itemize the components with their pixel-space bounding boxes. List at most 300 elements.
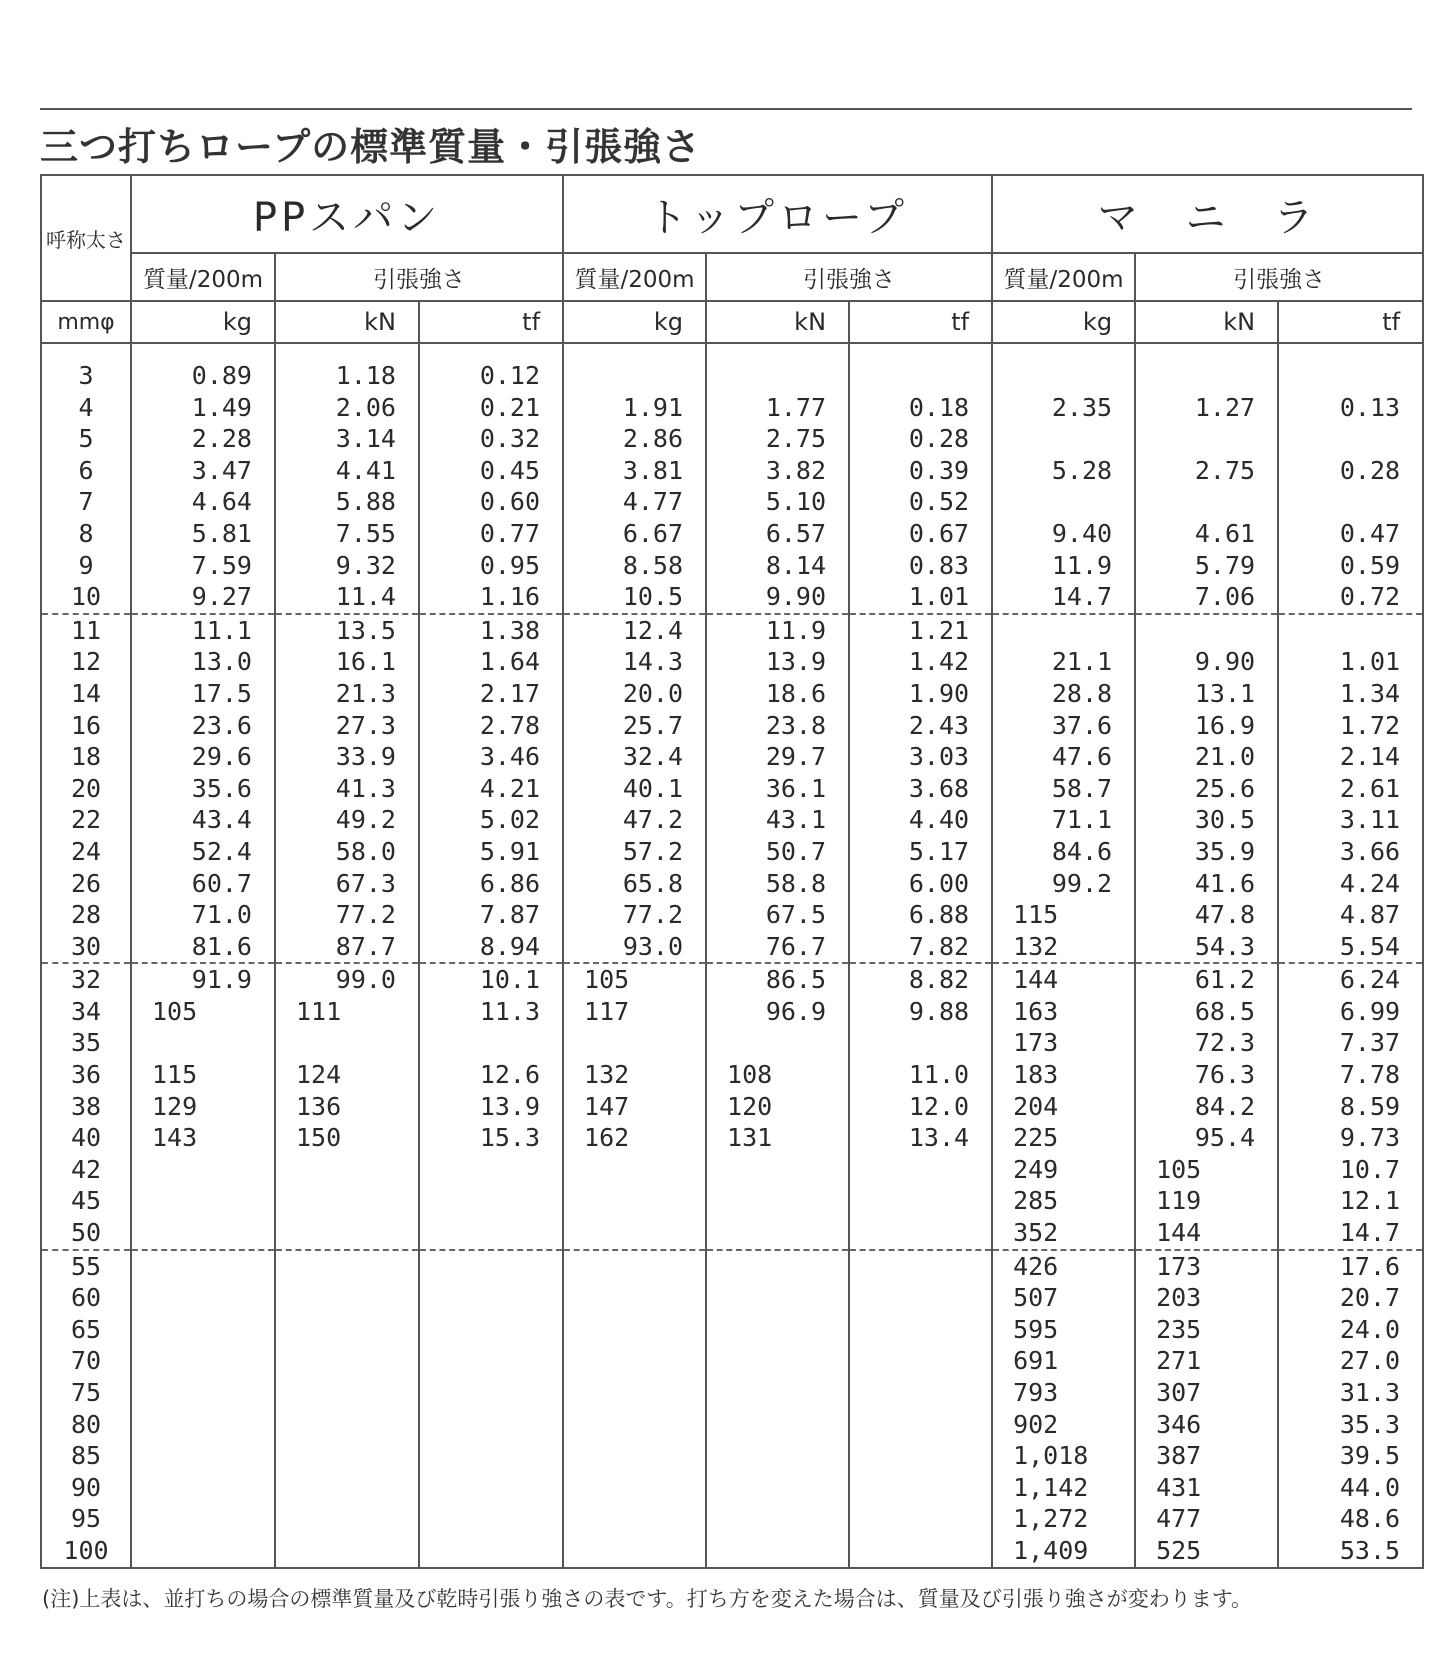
- column-nominal-diameter: [41, 343, 131, 1568]
- table-cell: [850, 1027, 991, 1059]
- table-cell: 75: [70, 1378, 102, 1407]
- table-cell: 4.21: [479, 773, 541, 803]
- table-cell: 7.87: [479, 900, 541, 930]
- table-cell: 7.55: [335, 518, 396, 548]
- table-cell: 10.5: [564, 581, 705, 615]
- table-cell: [707, 1377, 848, 1409]
- table-cell: [850, 1185, 991, 1217]
- table-cell: [132, 1282, 274, 1314]
- table-cell: 35: [70, 1028, 102, 1058]
- table-cell: 6: [78, 455, 94, 485]
- table-cell: [707, 1185, 848, 1217]
- table-cell: 2.61: [1339, 773, 1401, 803]
- table-cell: [707, 360, 848, 392]
- table-cell: 203: [1156, 1283, 1202, 1313]
- table-cell: 95.4: [1194, 1123, 1256, 1153]
- table-cell: [420, 1345, 562, 1377]
- table-cell: 6.88: [908, 900, 970, 930]
- table-cell: 0.72: [1279, 581, 1422, 615]
- table-cell: 11.3: [479, 996, 541, 1026]
- table-cell: 1.42: [908, 647, 970, 677]
- table-cell: [276, 1154, 418, 1186]
- table-cell: 84.6: [1051, 836, 1113, 866]
- table-cell: 5.10: [765, 487, 827, 517]
- table-cell: [993, 615, 1134, 647]
- table-cell: 29.6: [191, 742, 252, 772]
- table-cell: 3.66: [1339, 836, 1401, 866]
- table-cell: 14.7: [993, 581, 1134, 615]
- table-cell: 42: [70, 1154, 102, 1184]
- table-cell: 20.0: [622, 678, 684, 708]
- table-cell: 72.3: [1194, 1028, 1256, 1058]
- table-cell: [707, 1409, 848, 1441]
- table-cell: [420, 1282, 562, 1314]
- table-cell: 131: [727, 1123, 773, 1153]
- table-cell: 0.47: [1339, 518, 1401, 548]
- table-cell: 2.75: [1194, 455, 1256, 485]
- table-cell: 115: [152, 1060, 198, 1090]
- table-cell: 2.43: [908, 710, 970, 740]
- table-cell: 33.9: [335, 742, 396, 772]
- table-cell: 183: [1013, 1060, 1059, 1090]
- table-cell: [850, 1314, 991, 1346]
- table-cell: [707, 1282, 848, 1314]
- table-cell: 16.1: [335, 647, 396, 677]
- table-cell: 28: [70, 900, 102, 930]
- header-mass: 質量/200m: [992, 253, 1135, 301]
- table-cell: 105: [152, 996, 198, 1026]
- table-cell: 4.24: [1339, 868, 1401, 898]
- table-cell: 99.0: [335, 965, 396, 995]
- table-cell: [132, 1185, 274, 1217]
- table-cell: [707, 1154, 848, 1186]
- header-nominal: 呼称太さ: [41, 175, 131, 301]
- table-cell: 13.1: [1194, 678, 1256, 708]
- table-cell: [132, 1535, 274, 1567]
- table-cell: 21.3: [335, 678, 396, 708]
- table-cell: [420, 1185, 562, 1217]
- table-cell: 525: [1156, 1535, 1202, 1565]
- table-cell: 0.13: [1339, 392, 1401, 422]
- table-cell: 65: [70, 1314, 102, 1344]
- table-cell: 45: [70, 1186, 102, 1216]
- table-cell: 162: [584, 1123, 630, 1153]
- table-cell: 4.41: [335, 455, 396, 485]
- table-cell: [132, 1503, 274, 1535]
- header-unit-kn: kN: [275, 301, 419, 343]
- table-cell: 235: [1156, 1314, 1202, 1344]
- table-cell: [850, 1217, 991, 1251]
- table-cell: [132, 1027, 274, 1059]
- table-cell: 17.5: [191, 678, 252, 708]
- table-cell: 99.2: [1051, 868, 1113, 898]
- column-manila-tf: [1278, 343, 1423, 1568]
- column-pp-span-kn: [275, 343, 419, 1568]
- table-cell: [564, 1314, 705, 1346]
- table-cell: [707, 1251, 848, 1283]
- table-cell: [420, 1154, 562, 1186]
- table-cell: 26: [70, 868, 102, 898]
- table-cell: 4.61: [1194, 518, 1256, 548]
- table-cell: [707, 1027, 848, 1059]
- table-cell: 3.11: [1339, 805, 1401, 835]
- top-rule: [40, 108, 1412, 110]
- table-cell: 27.0: [1339, 1346, 1401, 1376]
- table-cell: 111: [296, 996, 342, 1026]
- table-cell: 6.67: [622, 518, 684, 548]
- table-cell: 117: [584, 996, 630, 1026]
- table-cell: 76.3: [1194, 1060, 1256, 1090]
- table-cell: 7.78: [1339, 1060, 1401, 1090]
- table-cell: 477: [1156, 1504, 1202, 1534]
- table-cell: 0.89: [191, 361, 252, 390]
- table-cell: 1,272: [1013, 1504, 1089, 1534]
- table-cell: 34: [70, 996, 102, 1026]
- table-cell: [420, 1377, 562, 1409]
- table-cell: 136: [296, 1091, 342, 1121]
- table-cell: 1.21: [908, 615, 970, 645]
- table-cell: [564, 1440, 705, 1472]
- table-cell: 7.82: [850, 931, 991, 965]
- table-cell: [132, 1154, 274, 1186]
- table-cell: 9.90: [1194, 647, 1256, 677]
- table-cell: 0.12: [479, 361, 541, 390]
- table-cell: 28.8: [1051, 678, 1113, 708]
- table-cell: 1,409: [1013, 1535, 1089, 1565]
- table-cell: [993, 486, 1134, 518]
- table-cell: 30: [42, 931, 130, 965]
- table-cell: 119: [1156, 1186, 1202, 1216]
- table-cell: 5.81: [191, 518, 252, 548]
- table-cell: 23.8: [765, 710, 827, 740]
- table-cell: [132, 1472, 274, 1504]
- table-cell: [420, 1217, 562, 1251]
- table-cell: 7.06: [1136, 581, 1277, 615]
- table-cell: 31.3: [1339, 1378, 1401, 1407]
- table-cell: [564, 1217, 705, 1251]
- rope-spec-table: [40, 174, 1424, 1569]
- table-cell: 8.58: [622, 550, 684, 580]
- table-cell: 24.0: [1339, 1314, 1401, 1344]
- table-cell: [1136, 486, 1277, 518]
- table-cell: 11.9: [765, 615, 827, 645]
- table-cell: [276, 1251, 418, 1283]
- table-cell: 129: [152, 1091, 198, 1121]
- table-cell: 2.14: [1339, 742, 1401, 772]
- header-unit-kg: kg: [992, 301, 1135, 343]
- table-cell: 902: [1013, 1409, 1059, 1439]
- table-cell: 8.59: [1339, 1091, 1401, 1121]
- table-cell: 68.5: [1194, 996, 1256, 1026]
- table-cell: 91.9: [191, 965, 252, 995]
- table-cell: [132, 1409, 274, 1441]
- table-cell: 96.9: [765, 996, 827, 1026]
- table-cell: 204: [1013, 1091, 1059, 1121]
- table-cell: 387: [1156, 1441, 1202, 1471]
- table-cell: [420, 1027, 562, 1059]
- table-cell: 58.0: [335, 836, 396, 866]
- table-cell: 173: [1156, 1251, 1202, 1281]
- table-cell: [993, 360, 1134, 392]
- table-cell: 2.75: [765, 424, 827, 454]
- table-cell: 11.9: [1051, 550, 1113, 580]
- table-cell: [420, 1409, 562, 1441]
- table-cell: 225: [1013, 1123, 1059, 1153]
- table-cell: [564, 1472, 705, 1504]
- table-cell: [276, 1314, 418, 1346]
- table-cell: 14.7: [1279, 1217, 1422, 1251]
- table-cell: [850, 1282, 991, 1314]
- table-cell: [850, 1345, 991, 1377]
- table-cell: [132, 1251, 274, 1283]
- table-cell: 132: [993, 931, 1134, 965]
- table-cell: 41.3: [335, 773, 396, 803]
- table-cell: [276, 1282, 418, 1314]
- table-cell: 77.2: [622, 900, 684, 930]
- header-unit-kn: kN: [706, 301, 849, 343]
- table-cell: 32.4: [622, 742, 684, 772]
- table-cell: 87.7: [276, 931, 418, 965]
- table-cell: 44.0: [1339, 1472, 1401, 1502]
- page-title: 三つ打ちロープの標準質量・引張強さ: [40, 125, 702, 169]
- table-cell: 47.6: [1051, 742, 1113, 772]
- table-cell: 43.4: [191, 805, 252, 835]
- table-cell: 38: [70, 1091, 102, 1121]
- table-cell: 35.3: [1339, 1409, 1401, 1439]
- table-cell: 0.59: [1339, 550, 1401, 580]
- table-cell: 58.8: [765, 868, 827, 898]
- table-cell: 1.49: [191, 392, 252, 422]
- table-cell: 84.2: [1194, 1091, 1256, 1121]
- table-cell: 12.0: [908, 1091, 970, 1121]
- table-cell: 81.6: [132, 931, 274, 965]
- table-cell: 9.90: [707, 581, 848, 615]
- table-cell: 12.6: [479, 1060, 541, 1090]
- table-cell: 6.00: [908, 868, 970, 898]
- table-cell: 595: [1013, 1314, 1059, 1344]
- table-cell: 3.03: [908, 742, 970, 772]
- table-cell: [132, 1314, 274, 1346]
- table-cell: 507: [1013, 1283, 1059, 1313]
- table-cell: 249: [1013, 1154, 1059, 1184]
- footnote: (注)上表は、並打ちの場合の標準質量及び乾時引張り強さの表です。打ち方を変えた場合は、質量及び引張り強さが変わります。: [42, 1587, 1253, 1611]
- table-cell: 4.64: [191, 487, 252, 517]
- header-strength: 引張強さ: [1135, 253, 1423, 301]
- table-cell: [276, 1185, 418, 1217]
- table-cell: 2.06: [335, 392, 396, 422]
- table-cell: 431: [1156, 1472, 1202, 1502]
- table-cell: 8.82: [908, 965, 970, 995]
- table-cell: 16: [70, 710, 102, 740]
- header-unit-tf: tf: [849, 301, 992, 343]
- table-cell: 2.17: [479, 678, 541, 708]
- header-unit-mm: mmφ: [41, 301, 131, 343]
- table-cell: 426: [1013, 1251, 1059, 1281]
- table-cell: 25.7: [622, 710, 684, 740]
- table-cell: [276, 1535, 418, 1567]
- table-cell: 5.28: [1051, 455, 1113, 485]
- table-cell: 173: [1013, 1028, 1059, 1058]
- table-cell: 6.57: [765, 518, 827, 548]
- table-cell: 105: [1156, 1154, 1202, 1184]
- table-cell: 27.3: [335, 710, 396, 740]
- table-cell: 1.16: [420, 581, 562, 615]
- table-cell: 21.1: [1051, 647, 1113, 677]
- header-strength: 引張強さ: [275, 253, 563, 301]
- table-cell: 793: [1013, 1378, 1059, 1407]
- table-cell: 10.7: [1339, 1154, 1401, 1184]
- table-cell: [132, 1345, 274, 1377]
- table-cell: 18.6: [765, 678, 827, 708]
- table-cell: 70: [70, 1346, 102, 1376]
- table-cell: 12.4: [622, 615, 684, 645]
- table-cell: 0.32: [479, 424, 541, 454]
- table-cell: 0.28: [908, 424, 970, 454]
- column-top-rope-tf: [849, 343, 992, 1568]
- table-cell: [564, 1409, 705, 1441]
- table-cell: 7.37: [1339, 1028, 1401, 1058]
- table-cell: 40.1: [622, 773, 684, 803]
- table-cell: [1136, 360, 1277, 392]
- table-cell: 11.4: [276, 581, 418, 615]
- table-cell: [707, 1217, 848, 1251]
- table-cell: 30.5: [1194, 805, 1256, 835]
- table-cell: 60.7: [191, 868, 252, 898]
- table-cell: 2.86: [622, 424, 684, 454]
- table-cell: 47.8: [1194, 900, 1256, 930]
- table-cell: 115: [1013, 900, 1059, 930]
- header-group-pp-span: PPスパン: [131, 175, 563, 253]
- table-cell: 6.99: [1339, 996, 1401, 1026]
- table-cell: 5: [78, 424, 94, 454]
- table-cell: [420, 1314, 562, 1346]
- column-top-rope-kg: [563, 343, 706, 1568]
- header-unit-kg: kg: [563, 301, 706, 343]
- table-cell: 1.34: [1339, 678, 1401, 708]
- table-cell: 352: [993, 1217, 1134, 1251]
- table-cell: 150: [296, 1123, 342, 1153]
- table-cell: 17.6: [1339, 1251, 1401, 1281]
- table-cell: [993, 423, 1134, 455]
- table-cell: 105: [584, 965, 630, 995]
- table-cell: [276, 1472, 418, 1504]
- table-cell: [564, 1251, 705, 1283]
- table-cell: [276, 1503, 418, 1535]
- table-cell: 6.24: [1339, 965, 1401, 995]
- table-cell: 5.88: [335, 487, 396, 517]
- table-cell: 53.5: [1339, 1535, 1401, 1565]
- table-cell: [564, 360, 705, 392]
- table-cell: 29.7: [765, 742, 827, 772]
- table-cell: [564, 1377, 705, 1409]
- table-cell: 285: [1013, 1186, 1059, 1216]
- table-cell: [707, 1314, 848, 1346]
- table-cell: [850, 1251, 991, 1283]
- header-unit-kn: kN: [1135, 301, 1278, 343]
- header-group-manila: マ ニ ラ: [992, 175, 1423, 253]
- table-cell: 9.88: [908, 996, 970, 1026]
- table-cell: 1.90: [908, 678, 970, 708]
- header-unit-kg: kg: [131, 301, 275, 343]
- header-unit-tf: tf: [419, 301, 563, 343]
- table-cell: 13.9: [765, 647, 827, 677]
- table-cell: 13.0: [191, 647, 252, 677]
- table-cell: 307: [1156, 1378, 1202, 1407]
- table-cell: 6.86: [479, 868, 541, 898]
- table-cell: [850, 1154, 991, 1186]
- table-cell: 13.9: [479, 1091, 541, 1121]
- table-cell: 3.46: [479, 742, 541, 772]
- column-pp-span-kg: [131, 343, 275, 1568]
- table-cell: 32: [70, 965, 102, 995]
- table-cell: 0.95: [479, 550, 541, 580]
- table-cell: [1136, 615, 1277, 647]
- table-cell: 23.6: [191, 710, 252, 740]
- table-cell: 4: [78, 392, 94, 422]
- table-cell: [1279, 615, 1422, 647]
- table-cell: 124: [296, 1060, 342, 1090]
- table-cell: 1.38: [479, 615, 541, 645]
- table-cell: 71.1: [1051, 805, 1113, 835]
- table-cell: 120: [727, 1091, 773, 1121]
- table-cell: [564, 1503, 705, 1535]
- header-strength: 引張強さ: [706, 253, 992, 301]
- table-cell: 25.6: [1194, 773, 1256, 803]
- table-cell: [564, 1282, 705, 1314]
- table-cell: 47.2: [622, 805, 684, 835]
- table-cell: 15.3: [479, 1123, 541, 1153]
- table-cell: 10.1: [479, 965, 541, 995]
- table-cell: 0.77: [479, 518, 541, 548]
- table-cell: 1.01: [1339, 647, 1401, 677]
- table-cell: 7.59: [191, 550, 252, 580]
- table-cell: 143: [152, 1123, 198, 1153]
- table-cell: 4.87: [1339, 900, 1401, 930]
- table-cell: 8: [78, 518, 94, 548]
- table-cell: 13.5: [335, 615, 396, 645]
- table-cell: 691: [1013, 1346, 1059, 1376]
- table-cell: 1.77: [765, 392, 827, 422]
- table-cell: 0.28: [1339, 455, 1401, 485]
- table-cell: 4.77: [622, 487, 684, 517]
- table-cell: 22: [70, 805, 102, 835]
- table-cell: 9.32: [335, 550, 396, 580]
- table-cell: 5.79: [1194, 550, 1256, 580]
- table-cell: 1.18: [335, 361, 396, 390]
- table-cell: [420, 1440, 562, 1472]
- table-cell: 144: [1013, 965, 1059, 995]
- table-cell: 0.60: [479, 487, 541, 517]
- table-cell: 0.21: [479, 392, 541, 422]
- column-manila-kg: [992, 343, 1135, 1568]
- table-cell: [132, 1217, 274, 1251]
- table-cell: [707, 1503, 848, 1535]
- table-cell: 58.7: [1051, 773, 1113, 803]
- table-cell: 37.6: [1051, 710, 1113, 740]
- table-cell: 1.27: [1194, 392, 1256, 422]
- table-cell: [276, 1377, 418, 1409]
- table-cell: 67.5: [765, 900, 827, 930]
- table-cell: 48.6: [1339, 1504, 1401, 1534]
- table-cell: 13.4: [908, 1123, 970, 1153]
- table-cell: 3.68: [908, 773, 970, 803]
- table-cell: [420, 1251, 562, 1283]
- column-top-rope-kn: [706, 343, 849, 1568]
- table-cell: 77.2: [335, 900, 396, 930]
- column-pp-span-tf: [419, 343, 563, 1568]
- table-cell: 0.83: [908, 550, 970, 580]
- table-cell: 61.2: [1194, 965, 1256, 995]
